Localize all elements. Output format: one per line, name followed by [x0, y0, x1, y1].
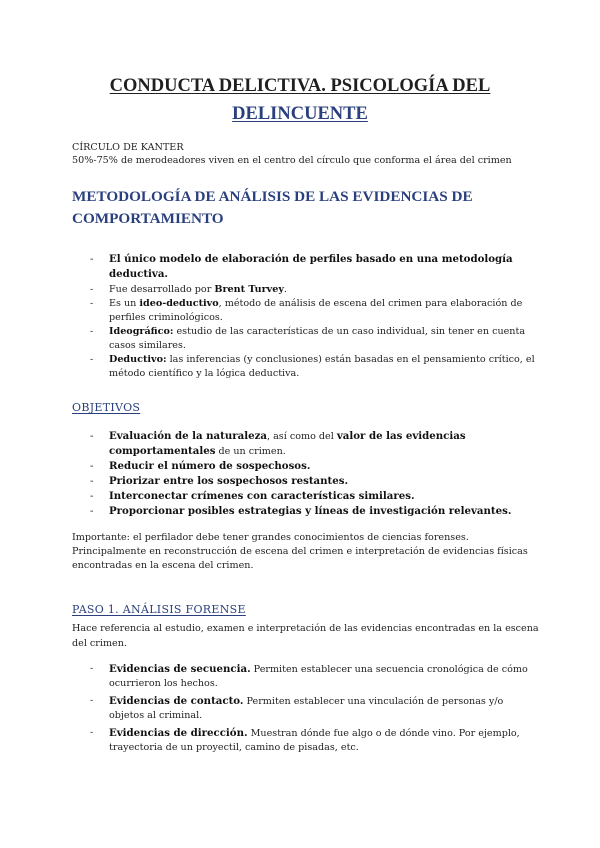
list-item — [90, 353, 540, 381]
objective-bold: Proporcionar posibles estrategias y líneas de investigación relevantes. — [109, 505, 512, 517]
list-item — [90, 283, 540, 297]
methodology-item-bold: Deductivo: — [109, 354, 167, 365]
methodology-item-text: Es un — [109, 298, 140, 309]
methodology-item-bold: ideo-deductivo — [139, 298, 219, 309]
important-note — [72, 531, 542, 573]
list-item — [90, 662, 540, 691]
evidence-type-bold: Evidencias de dirección. — [109, 727, 248, 739]
step1-intro: Hace referencia al estudio, examen e interpretación de las evidencias encontradas en la escena del crimen. — [72, 623, 539, 649]
list-item — [90, 297, 540, 325]
important-line-2: Principalmente en reconstrucción de escena del crimen e interpretación de evidencias físicas encontradas en la escena del crimen. — [72, 546, 528, 571]
objective-bold: Reducir el número de sospechosos. — [109, 460, 311, 472]
evidence-type-bold: Evidencias de contacto. — [109, 695, 244, 707]
evidence-type-bold: Evidencias de secuencia. — [109, 663, 251, 675]
objective-bold: Priorizar entre los sospechosos restantes. — [109, 475, 349, 487]
methodology-item-text: . — [283, 284, 287, 295]
step1-list — [90, 662, 540, 755]
document-title-line-2: DELINCUENTE — [232, 104, 368, 124]
objectives-list — [90, 429, 540, 519]
list-item — [90, 694, 540, 723]
objective-text: , así como del — [266, 431, 337, 442]
step1-heading: PASO 1. ANÁLISIS FORENSE — [72, 603, 246, 616]
objective-text: de un crimen. — [215, 446, 286, 457]
methodology-item-text: Fue desarrollado por — [109, 284, 215, 295]
kanter-section — [72, 141, 532, 167]
objective-bold: Interconectar crímenes con características similares. — [109, 490, 415, 502]
document-title-line-1: CONDUCTA DELICTIVA. PSICOLOGÍA DEL — [109, 76, 491, 96]
list-item — [90, 726, 540, 755]
list-item — [90, 429, 540, 459]
methodology-item-bold: Brent Turvey — [214, 284, 284, 295]
list-item — [90, 252, 540, 282]
list-item — [90, 489, 540, 504]
objectives-heading: OBJETIVOS — [72, 401, 141, 414]
important-line-1: Importante: el perfilador debe tener grandes conocimientos de ciencias forenses. — [72, 532, 469, 543]
methodology-item-bold: El único modelo de elaboración de perfiles basado en una metodología deductiva. — [109, 253, 513, 280]
list-item — [90, 459, 540, 474]
list-item — [90, 504, 540, 519]
methodology-item-text: estudio de las características de un caso individual, sin tener en cuenta casos similares. — [109, 326, 526, 351]
methodology-list — [90, 252, 540, 381]
objective-bold: Evaluación de la naturaleza — [109, 430, 267, 442]
methodology-item-bold: Ideográfico: — [109, 326, 174, 337]
evidence-type-text: Permiten establecer una secuencia cronológica de cómo ocurrieron los hechos. — [109, 664, 528, 689]
list-item — [90, 325, 540, 353]
evidence-type-text: Muestran dónde fue algo o de dónde vino. Por ejemplo, trayectoria de un proyectil, camino de pisadas, etc. — [109, 728, 520, 753]
list-item — [90, 474, 540, 489]
kanter-text: 50%-75% de merodeadores viven en el centro del círculo que conforma el área del crimen — [72, 155, 512, 166]
methodology-item-text: las inferencias (y conclusiones) están basadas en el pensamiento crítico, el método científico y la lógica deductiva. — [109, 354, 535, 379]
kanter-heading: CÍRCULO DE KANTER — [72, 142, 184, 153]
objective-bold: valor de las evidencias comportamentales — [109, 430, 466, 457]
evidence-type-text: Permiten establecer una vinculación de personas y/o objetos al criminal. — [109, 696, 504, 721]
methodology-heading: METODOLOGÍA DE ANÁLISIS DE LAS EVIDENCIAS DE COMPORTAMIENTO — [72, 188, 473, 227]
methodology-item-text: , método de análisis de escena del crimen para elaboración de perfiles criminológicos. — [109, 298, 523, 323]
